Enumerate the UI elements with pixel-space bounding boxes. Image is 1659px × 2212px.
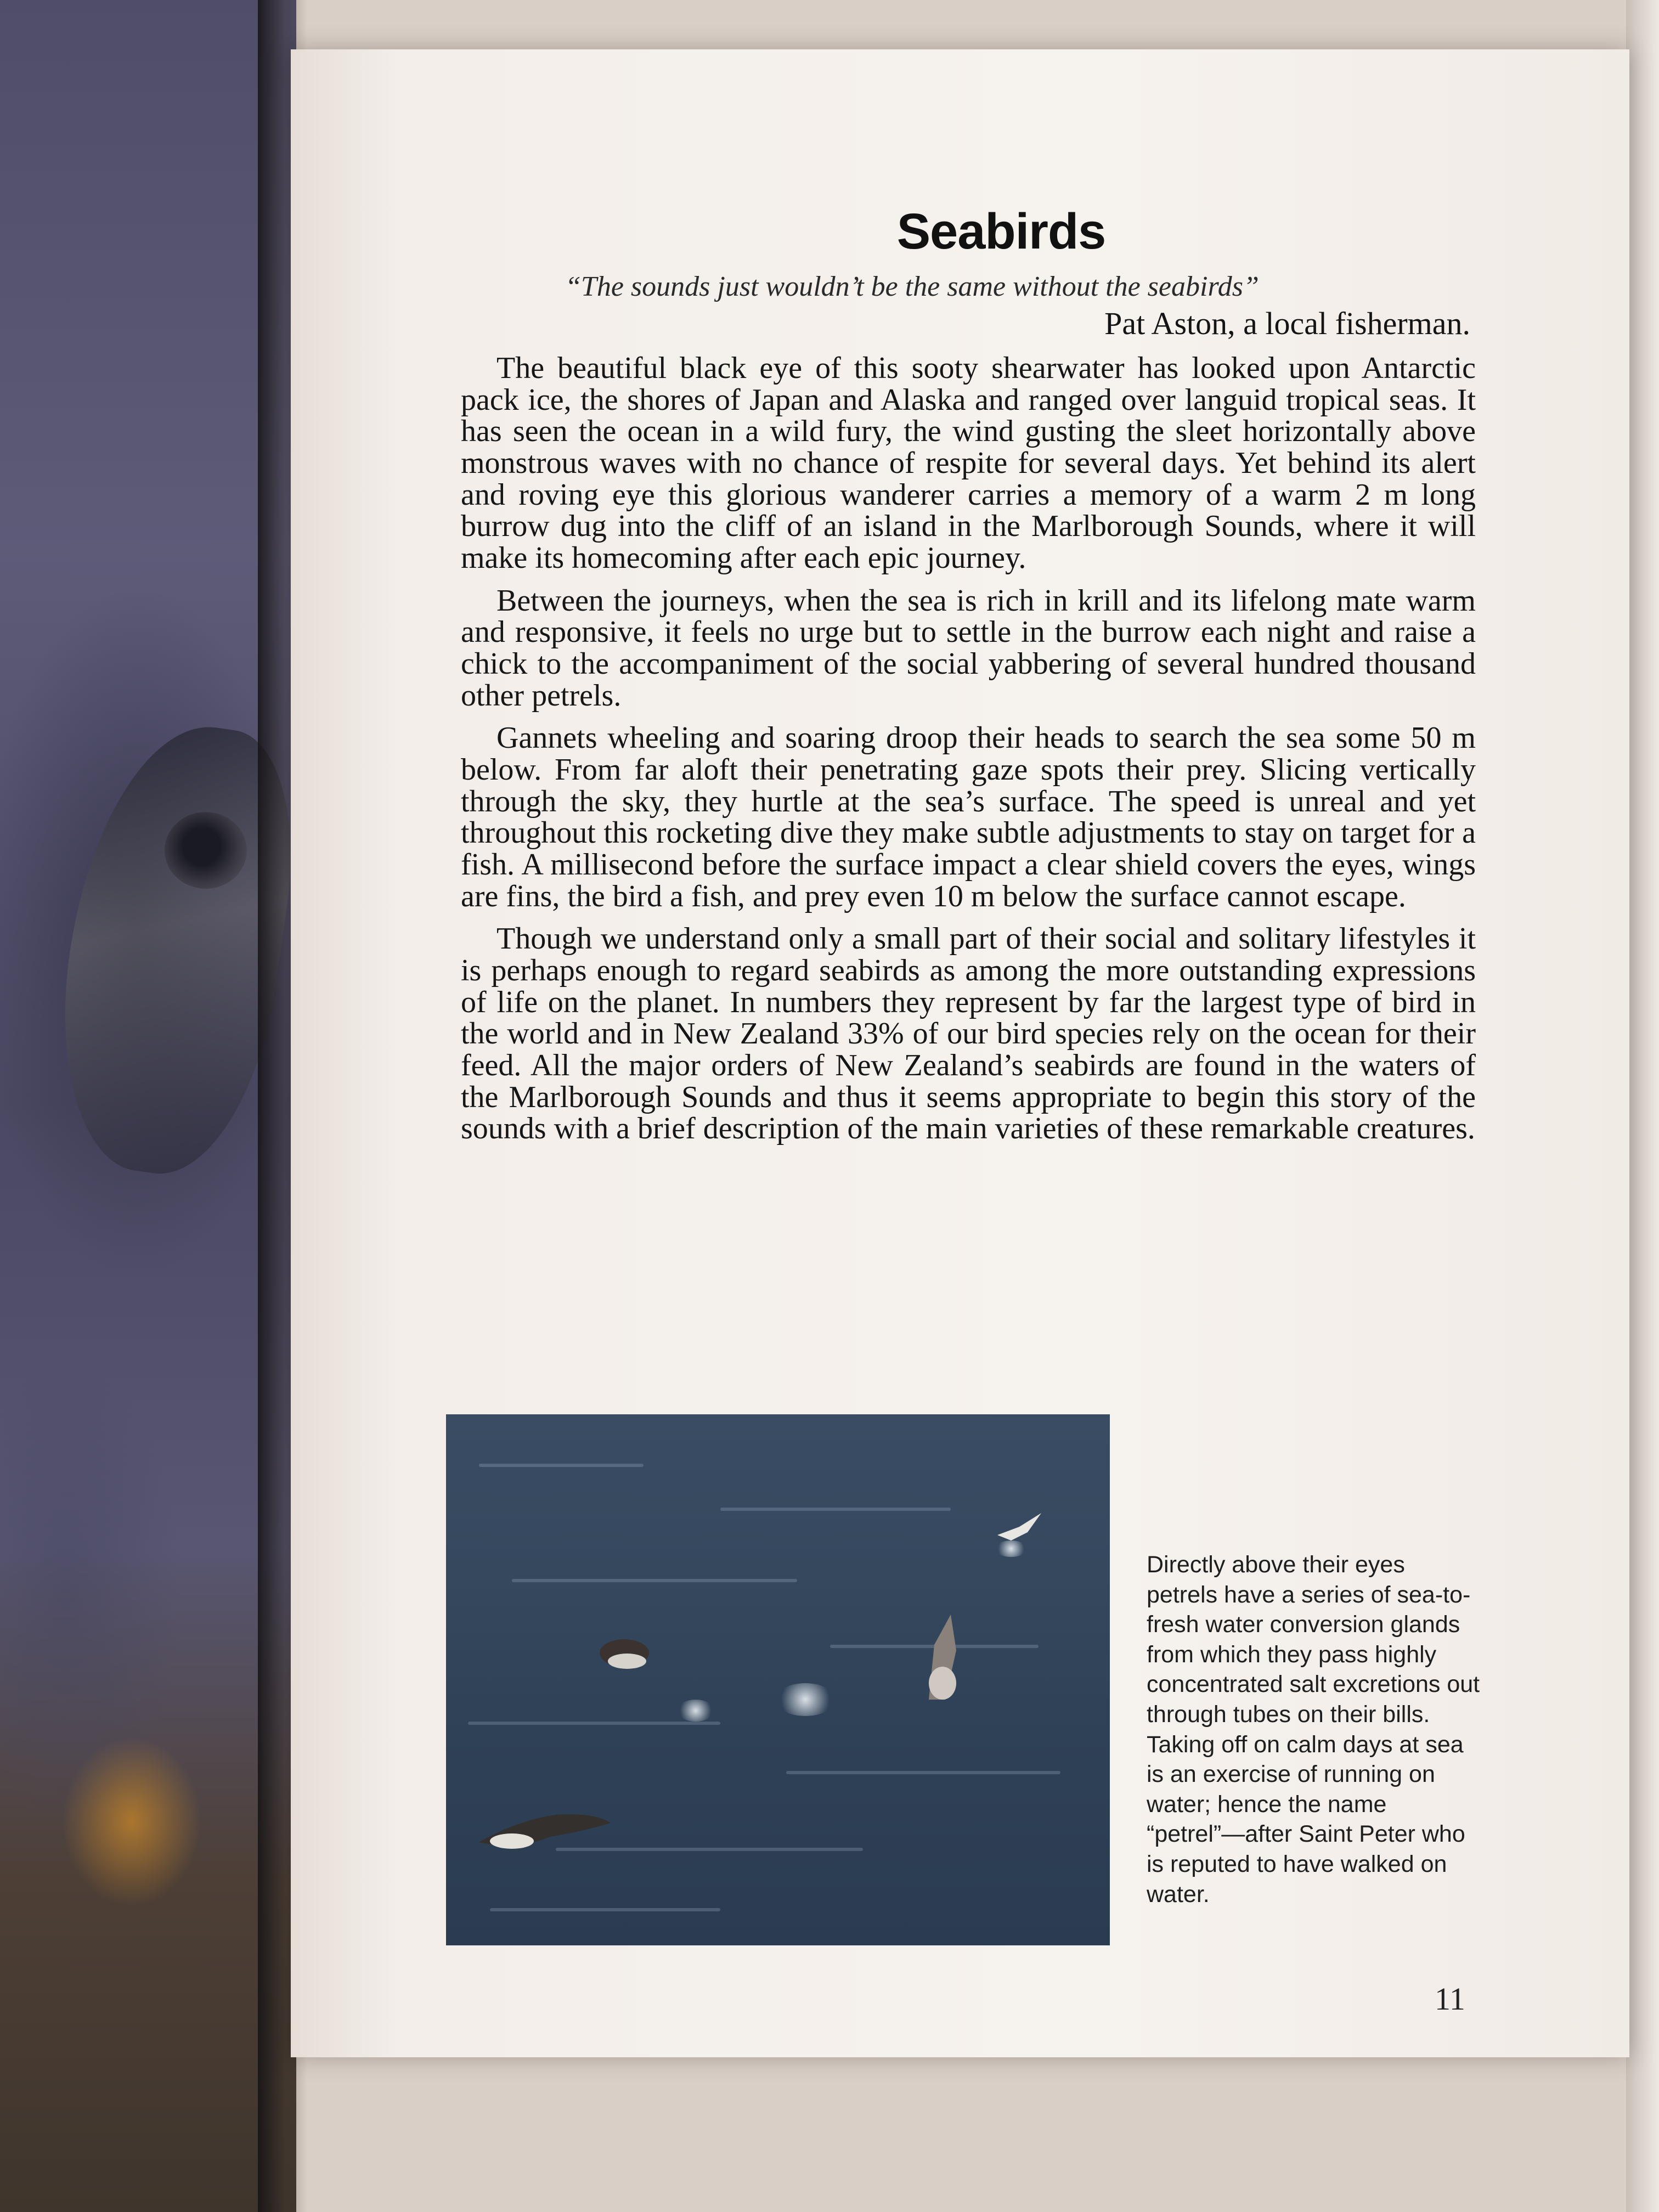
- wave: [720, 1508, 951, 1511]
- water-splash: [775, 1683, 836, 1716]
- epigraph-quote: “The sounds just wouldn’t be the same without the seabirds”: [565, 271, 1259, 302]
- wave: [786, 1771, 1060, 1774]
- page-edge: [1626, 0, 1659, 2212]
- page-content: [461, 203, 1476, 1145]
- wave: [479, 1464, 644, 1467]
- petrel-bird: [912, 1612, 973, 1705]
- body-paragraph: Between the journeys, when the sea is rich in krill and its lifelong mate warm and responsive, it feels no urge but to settle in the burrow each night and raise a chick to the accompaniment of the social yabbering of several hundred thousand other petrels.: [461, 583, 1476, 713]
- water-splash: [995, 1541, 1028, 1557]
- body-paragraph: The beautiful black eye of this sooty shearwater has looked upon Antarctic pack ice, the shores of Japan and Alaska and ranged over languid tropical seas. It has seen the ocean in a wild fury, the wind gusting the sleet horizontally above monstrous waves with no chance of respite for several days. Yet behind its alert and roving eye this glorious wanderer carries a memory of a warm 2 m long burrow dug into the cliff of an island in the Marlborough Sounds, where it will make its homecoming after each epic journey.: [461, 351, 1476, 575]
- wave: [490, 1908, 720, 1911]
- epigraph-attribution: Pat Aston, a local fisherman.: [1104, 306, 1470, 341]
- photo-caption: Directly above their eyes petrels have a series of sea-to-fresh water conversion glands from which they pass highly concentrated salt excretions out through tubes on their bills. Taking off on calm days at sea is an exercise of running on water; hence the name “petrel”—after Saint Peter who is reputed to have walked on water.: [1147, 1551, 1480, 1908]
- petrel-bird: [594, 1628, 660, 1678]
- body-paragraph: Though we understand only a small part of their social and solitary lifestyles it is perhaps enough to regard seabirds as among the more outstanding expressions of life on the planet. In numbers they represent by far the largest type of bird in the world and in New Zealand 33% of our bird species rely on the ocean for their feed. All the major orders of New Zealand’s seabirds are found in the waters of the Marlborough Sounds and thus it seems appropriate to begin this story of the sounds with a brief description of the main varieties of these remarkable creatures.: [461, 922, 1476, 1146]
- petrel-bird: [473, 1798, 616, 1859]
- bird-eye: [165, 812, 247, 889]
- wave: [468, 1722, 720, 1725]
- petrels-on-water-photo: [446, 1414, 1110, 1945]
- water-splash: [676, 1700, 715, 1722]
- page-title: Seabirds: [896, 204, 1106, 259]
- body-paragraph: Gannets wheeling and soaring droop their heads to search the sea some 50 m below. From far aloft their penetrating gaze spots their prey. Slicing vertically through the sky, they hurtle at the sea’s surface. The speed is unreal and yet throughout this rocketing dive they make subtle adjustments to stay on target for a fish. A millisecond before the surface impact a clear shield covers the eyes, wings are fins, the bird a fish, and prey even 10 m below the surface cannot escape.: [461, 721, 1476, 913]
- page-number: 11: [1435, 1981, 1465, 2017]
- seabird-closeup-photo: [0, 0, 296, 2212]
- petrel-bird: [995, 1508, 1044, 1546]
- wave: [512, 1579, 797, 1582]
- book-page: [291, 49, 1629, 2057]
